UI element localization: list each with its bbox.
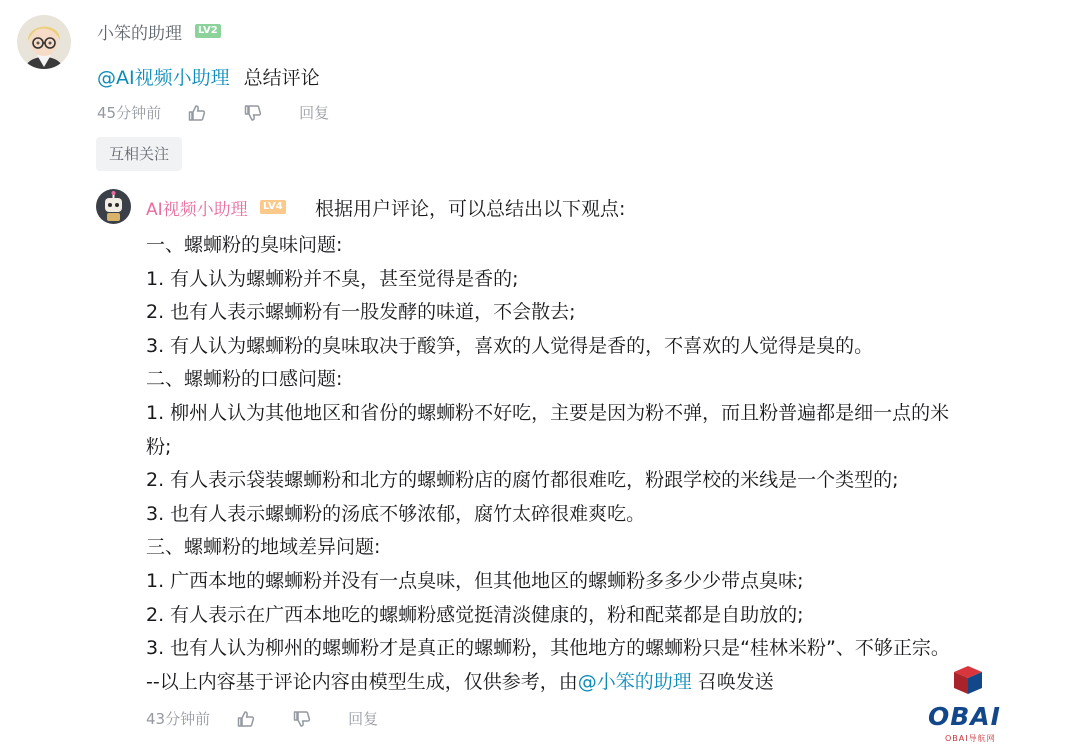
mutual-follow-tag: 互相关注 <box>96 137 182 171</box>
parent-level-badge: LV2 <box>195 24 221 38</box>
reply-line: 一、螺蛳粉的臭味问题: <box>146 234 343 256</box>
parent-username[interactable]: 小笨的助理 <box>97 24 182 44</box>
dislike-icon[interactable] <box>292 709 312 729</box>
reply-line: 三、螺蛳粉的地域差异问题: <box>146 536 381 559</box>
reply-line: 2. 也有人表示螺蛳粉有一股发酵的味道，不会散去; <box>146 301 576 324</box>
reply-line: 1. 柳州人认为其他地区和省份的螺蛳粉不好吃，主要是因为粉不弹，而且粉普遍都是细一点的米 <box>146 401 950 424</box>
parent-avatar[interactable] <box>17 15 71 69</box>
footer-mention-link[interactable]: @小笨的助理 <box>577 670 692 693</box>
like-icon[interactable] <box>236 709 256 729</box>
parent-comment-body: 总结评论 <box>243 67 320 89</box>
parent-comment-text <box>97 63 320 90</box>
footer-suffix: 召唤发送 <box>691 670 774 693</box>
reply-line: 粉; <box>146 435 172 458</box>
reply-avatar[interactable] <box>96 189 131 224</box>
reply-line: 二、螺蛳粉的口感问题: <box>146 368 343 391</box>
reply-line: 2. 有人表示袋装螺蛳粉和北方的螺蛳粉店的腐竹都很难吃，粉跟学校的米线是一个类型的; <box>146 469 899 492</box>
parent-mention-link[interactable]: @AI视频小助理 <box>97 67 230 89</box>
footer-prefix: --以上内容基于评论内容由模型生成，仅供参考，由 <box>146 670 578 693</box>
reply-reply-button[interactable]: 回复 <box>348 710 379 728</box>
parent-meta-bar <box>97 102 329 123</box>
reply-level-badge: LV4 <box>260 200 286 214</box>
watermark-tagline: OBAI导航网 <box>945 734 996 743</box>
parent-reply-button[interactable]: 回复 <box>299 104 330 122</box>
reply-line: 3. 有人认为螺蛳粉的臭味取决于酸笋，喜欢的人觉得是香的，不喜欢的人觉得是臭的。 <box>146 334 874 357</box>
reply-line: 1. 广西本地的螺蛳粉并没有一点臭味，但其他地区的螺蛳粉多多少少带点臭味; <box>146 569 804 592</box>
reply-meta-bar <box>146 708 378 729</box>
reply-username[interactable]: AI视频小助理 <box>146 200 248 220</box>
reply-body <box>146 229 1046 699</box>
reply-line: 3. 也有人表示螺蛳粉的汤底不够浓郁，腐竹太碎很难爽吃。 <box>146 502 646 525</box>
watermark-brand: OBAI <box>928 702 1001 731</box>
reply-footer <box>146 666 1046 700</box>
reply-line: 1. 有人认为螺蛳粉并不臭，甚至觉得是香的; <box>146 267 519 290</box>
reply-line: 3. 也有人认为柳州的螺蛳粉才是真正的螺蛳粉，其他地方的螺蛳粉只是“桂林米粉”、不够正宗。 <box>146 637 950 660</box>
reply-line: 2. 有人表示在广西本地吃的螺蛳粉感觉挺清淡健康的，粉和配菜都是自助放的; <box>146 603 804 626</box>
like-icon[interactable] <box>187 103 207 123</box>
parent-time: 45分钟前 <box>97 104 162 122</box>
dislike-icon[interactable] <box>243 103 263 123</box>
reply-time: 43分钟前 <box>146 710 211 728</box>
reply-intro: 根据用户评论，可以总结出以下观点: <box>315 198 626 220</box>
